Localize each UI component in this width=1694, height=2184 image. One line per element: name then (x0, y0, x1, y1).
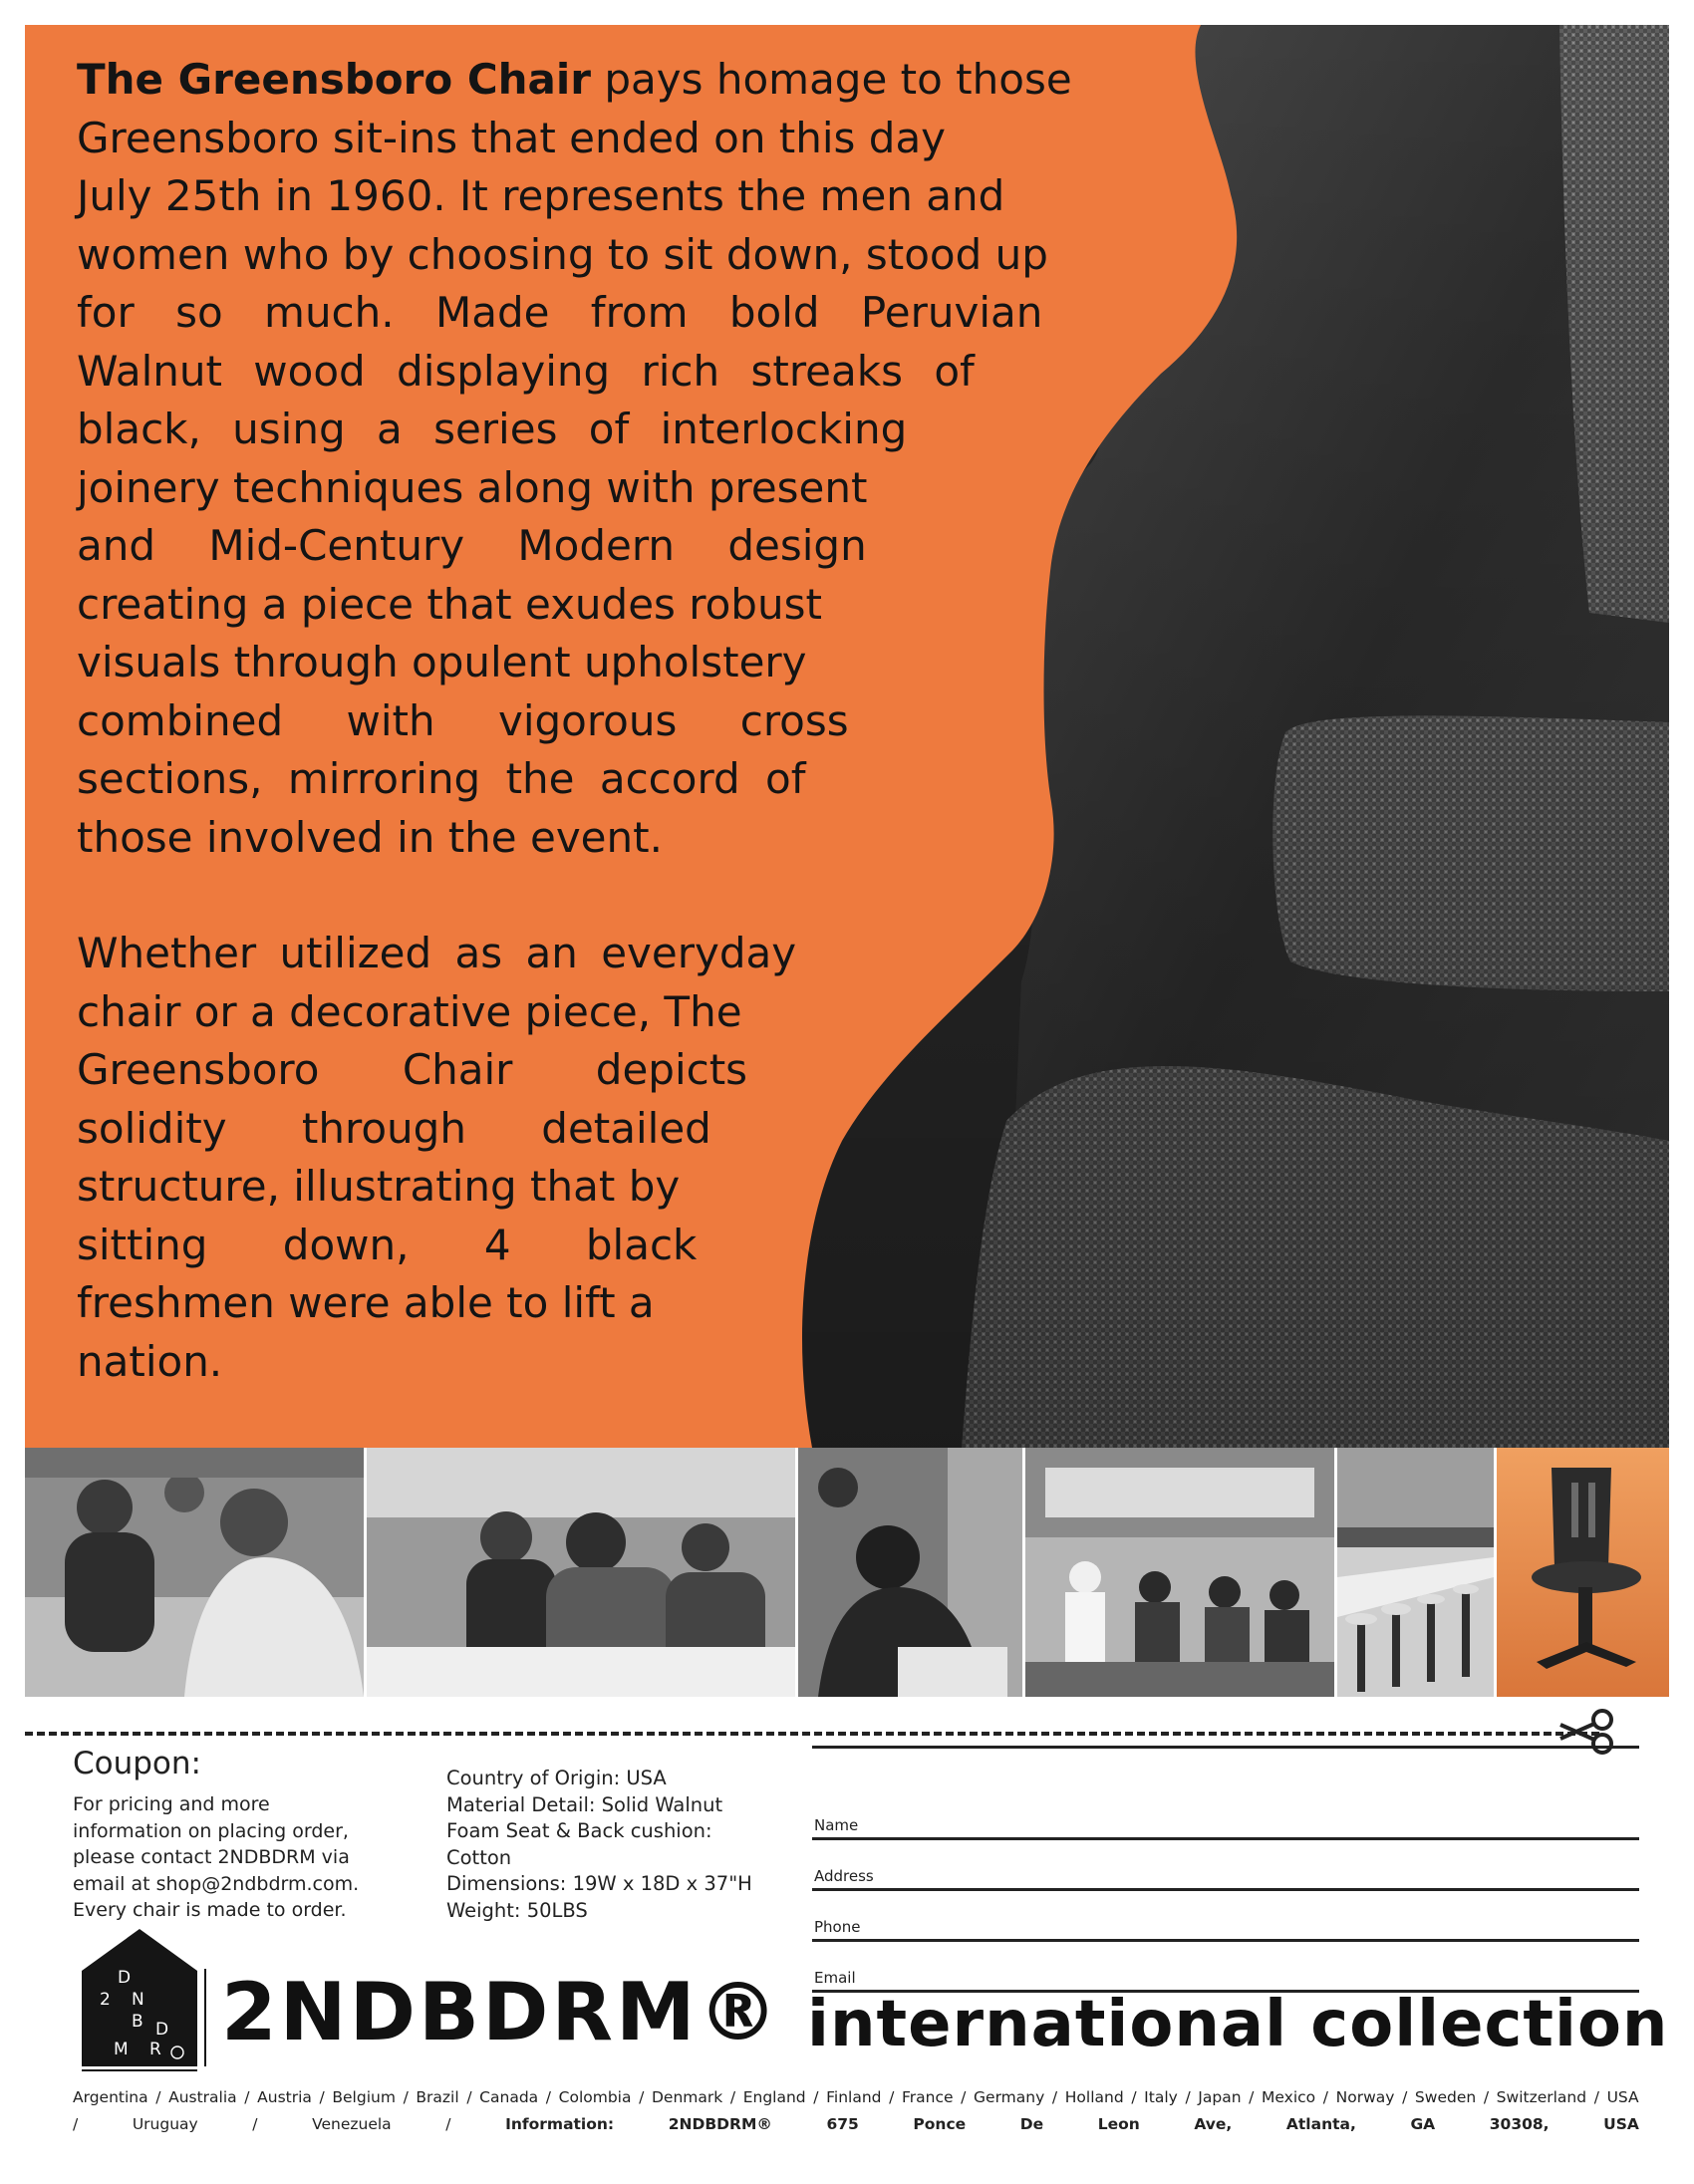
logo-letter: M (114, 2040, 129, 2059)
sit-in-photo-4 (1025, 1448, 1334, 1697)
description-text (77, 51, 1173, 1391)
product-name: The Greensboro Chair (77, 55, 591, 104)
address-company: 2NDBDRM® (668, 2115, 772, 2133)
text-line: Walnut wood displaying rich streaks of (77, 346, 975, 396)
sit-in-photo-2 (367, 1448, 795, 1697)
text-line: freshmen were able to lift a (77, 1278, 655, 1327)
paragraph-1: The Greensboro Chair pays homage to those Greensboro sit-ins that ended on this day July 25th in 1960. It represents the men and women who by choosing to sit down, stood up for so much. Made from bold Peruvian Walnut wood displaying rich streaks of black, using a series of interlocking joinery techniques along with present and Mid-Century Modern design creating a piece that exudes robust visuals through opulent upholstery combined with vigorous cross sections, mirroring the accord of those involved in the event. (77, 51, 1173, 867)
text-line: Greensboro Chair depicts (77, 1045, 748, 1094)
email-label: Email (814, 1969, 856, 1987)
logo-letter: D (155, 2020, 169, 2040)
text-line: Whether utilized as an everyday (77, 929, 797, 977)
text-line: for so much. Made from bold Peruvian (77, 288, 1043, 337)
text-line: chair or a decorative piece, The (77, 986, 742, 1036)
coupon-title: Coupon: (73, 1746, 201, 1781)
text-line: women who by choosing to sit down, stood up (77, 229, 1048, 279)
countries-and-address: / Uruguay / Venezuela / Information: 2NDBDRM® 675 Ponce De Leon Ave, Atlanta, GA 30308, USA (73, 2115, 1639, 2133)
coupon-cut-line (25, 1732, 1599, 1736)
sit-in-photo-1 (25, 1448, 364, 1697)
name-field[interactable] (812, 1789, 1639, 1840)
phone-label: Phone (814, 1918, 861, 1936)
text-line: those involved in the event. (77, 812, 663, 862)
brand-name: 2NDBDRM® (221, 1966, 781, 2058)
text-line: July 25th in 1960. It represents the men and (77, 171, 1005, 220)
coupon-info: For pricing and more information on placing order, please contact 2NDBDRM via email at shop@2ndbdrm.com. Every chair is made to order. (73, 1793, 360, 1921)
phone-field[interactable] (812, 1891, 1639, 1942)
coupon-form (812, 1746, 1639, 1993)
text-line: visuals through opulent upholstery (77, 638, 807, 686)
hero-section (25, 25, 1669, 1448)
text-line: Greensboro sit-ins that ended on this day (77, 113, 947, 162)
product-specs: Country of Origin: USA Material Detail: Solid Walnut Foam Seat & Back cushion: Cotton Dimensions: 19W x 18D x 37"H Weight: 50LBS (446, 1767, 752, 1922)
text-line: creating a piece that exudes robust (77, 579, 822, 629)
text-line: solidity through detailed (77, 1103, 711, 1153)
text-line: sitting down, 4 black (77, 1220, 698, 1269)
collection-tagline: international collection (807, 1988, 1669, 2061)
countries-list: Argentina / Australia / Austria / Belgium / Brazil / Canada / Colombia / Denmark / England / Finland / France / Germany / Holland / Italy / Japan / Mexico / Norway / Sweden / Switzerland / USA (73, 2088, 1639, 2106)
text-line: joinery techniques along with present (77, 462, 868, 512)
text-line: sections, mirroring the accord of (77, 754, 806, 803)
2ndbdrm-house-logo (78, 1925, 212, 2072)
text-line: black, using a series of interlocking (77, 405, 908, 453)
address-label: Address (814, 1867, 874, 1885)
text-line: nation. (77, 1336, 223, 1386)
sit-in-photo-3 (798, 1448, 1022, 1697)
information-label: Information: (505, 2115, 615, 2133)
address-field[interactable] (812, 1840, 1639, 1891)
name-label: Name (814, 1816, 859, 1834)
logo-letter: D (118, 1968, 132, 1988)
text-line: structure, illustrating that by (77, 1162, 681, 1211)
email-field[interactable] (812, 1942, 1639, 1993)
logo-letter: B (132, 2012, 143, 2032)
paragraph-2 (77, 925, 1173, 1391)
text-line: combined with vigorous cross (77, 695, 849, 745)
lunch-counter-photo (1337, 1448, 1494, 1697)
logo-letter: 2 (100, 1990, 111, 2010)
text-line: and Mid-Century Modern design (77, 521, 867, 570)
form-top-rule (812, 1746, 1639, 1749)
historic-photo-strip (25, 1448, 1669, 1697)
logo-letter: R (149, 2040, 161, 2059)
logo-letter: N (132, 1990, 144, 2010)
greensboro-chair-product-photo (1497, 1448, 1669, 1697)
